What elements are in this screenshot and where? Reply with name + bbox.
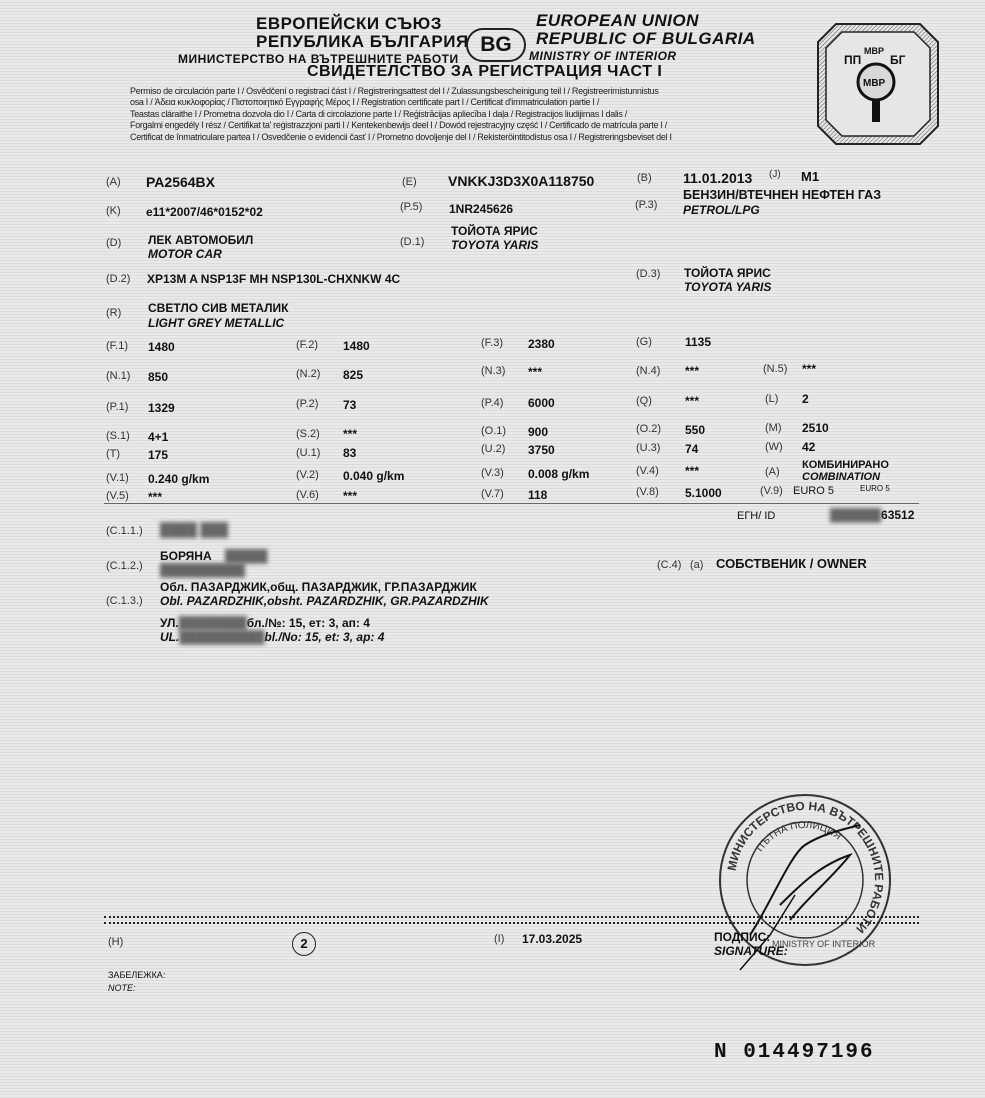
model-en: TOYOTA YARIS — [684, 280, 772, 294]
field-code: (F.3) — [481, 337, 503, 349]
logo-badge-text: МВР — [863, 78, 886, 89]
field-code: (N.1) — [106, 370, 131, 382]
owner-address-en: Obl. PAZARDZHIK,obsht. PAZARDZHIK, GR.PAZARDZHIK — [160, 594, 489, 608]
field-value: 118 — [528, 488, 548, 502]
field-value: 42 — [802, 440, 816, 454]
header-eu-bg: ЕВРОПЕЙСКИ СЪЮЗ — [256, 14, 442, 33]
logo-mid-text: МВР — [864, 46, 884, 56]
field-value: 900 — [528, 425, 549, 439]
field-value: *** — [343, 427, 358, 441]
country-code-badge: BG — [466, 28, 526, 62]
model-bg: ТОЙОТА ЯРИС — [684, 266, 771, 280]
field-value: 6000 — [528, 396, 555, 410]
combination-en: COMBINATION — [802, 471, 881, 483]
field-code: (O.1) — [481, 425, 507, 437]
field-code: (N.3) — [481, 365, 506, 377]
field-code: (C.4) — [657, 559, 682, 571]
field-code: (P.5) — [400, 201, 423, 213]
owner-street-bg-line — [160, 616, 370, 630]
field-value: *** — [802, 362, 817, 376]
street-prefix: UL. — [160, 630, 180, 644]
field-code: (L) — [765, 393, 779, 405]
permiso-line: Teastas cláraithe I / Prometna dozvola dio I / Carta di circolazione parte I / Reģistrācijas apliecība I daļa / Registracijos liudijimas I dalis / — [130, 108, 627, 119]
type-approval-number: e11*2007/46*0152*02 — [146, 205, 263, 219]
owner-street-bg: бл./№: 15, ет: 3, ап: 4 — [246, 616, 370, 630]
field-code: (A) — [106, 176, 121, 188]
header-ministry-bg: МИНИСТЕРСТВО НА ВЪТРЕШНИТЕ РАБОТИ — [178, 52, 459, 66]
field-value: *** — [685, 394, 700, 408]
redacted-block: █████ — [225, 549, 268, 563]
permiso-line: Forgalmi engedély I rész / Certifikat ta' reġistrazzjoni parti I / Kentekenbewijs deel I / Dowód rejestracyjny część I / Certificado de matrícula parte I / — [130, 120, 667, 131]
field-code: (S.2) — [296, 428, 320, 440]
stamp-inner-text: ПЪТНА ПОЛИЦИЯ — [754, 819, 844, 854]
dotted-separator — [104, 916, 919, 924]
egn-value: 63512 — [881, 508, 915, 522]
field-code: (V.5) — [106, 490, 129, 502]
field-value: 74 — [685, 442, 699, 456]
street-prefix: УЛ. — [160, 616, 179, 630]
field-code: (H) — [108, 936, 124, 948]
egn-label: ЕГН/ ID — [737, 510, 776, 522]
field-code: (O.2) — [636, 423, 662, 435]
fuel-type-en: PETROL/LPG — [683, 203, 760, 217]
owner-address-bg: Обл. ПАЗАРДЖИК,общ. ПАЗАРДЖИК, ГР.ПАЗАРДЖИК — [160, 580, 477, 594]
certificate-title: СВИДЕТЕЛСТВО ЗА РЕГИСТРАЦИЯ ЧАСТ I — [307, 63, 663, 80]
field-value: 2380 — [528, 337, 555, 351]
field-value: *** — [685, 364, 700, 378]
header-ministry-en: MINISTRY OF INTERIOR — [529, 49, 677, 63]
field-value: EURO 5 — [793, 485, 834, 497]
header-eu-en: EUROPEAN UNION — [536, 11, 699, 30]
field-code: (P.2) — [296, 398, 319, 410]
field-value: *** — [528, 365, 543, 379]
field-value: 3750 — [528, 443, 555, 457]
owner-first-name: БОРЯНА — [160, 549, 212, 563]
field-code: (S.1) — [106, 430, 130, 442]
stamp-bottom-text: MINISTRY OF INTERIOR — [772, 939, 876, 949]
make-en: TOYOTA YARIS — [451, 238, 539, 252]
combination-bg: КОМБИНИРАНО — [802, 459, 889, 471]
owner-street-en-line — [160, 630, 384, 644]
field-code: (V.8) — [636, 486, 659, 498]
field-value: 175 — [148, 448, 169, 462]
field-code: (C.1.3.) — [106, 595, 143, 607]
field-code: (V.6) — [296, 489, 319, 501]
stamp-outer-text: МИНИСТЕРСТВО НА ВЪТРЕШНИТЕ РАБОТИ — [724, 798, 887, 936]
field-code: (V.1) — [106, 472, 129, 484]
field-code: (A) — [765, 466, 780, 478]
field-code: (P.3) — [635, 199, 658, 211]
field-code: (V.9) — [760, 485, 783, 497]
field-code: (Q) — [636, 395, 652, 407]
field-code: (J) — [769, 169, 781, 180]
permiso-line: Certificat de înmatriculare partea I / Osvedčenie o evidencii časť I / Prometno dovoljenje del I / Rekisteröintitodistus osa I / Registreringsbeviset del I — [130, 131, 672, 142]
make-bg: ТОЙОТА ЯРИС — [451, 224, 538, 238]
fuel-type-bg: БЕНЗИН/ВТЕЧНЕН НЕФТЕН ГАЗ — [683, 188, 882, 202]
field-value: 825 — [343, 368, 364, 382]
field-code: (D.2) — [106, 273, 131, 285]
field-value: 2 — [802, 392, 809, 406]
engine-number: 1NR245626 — [449, 202, 514, 216]
color-bg: СВЕТЛО СИВ МЕТАЛИК — [148, 301, 289, 315]
field-code: (C.1.1.) — [106, 525, 143, 537]
header-republic-en: REPUBLIC OF BULGARIA — [536, 29, 756, 48]
field-code: (U.3) — [636, 442, 661, 454]
field-code: (P.4) — [481, 397, 504, 409]
field-value: 0.240 g/km — [148, 472, 210, 486]
field-value: *** — [148, 490, 163, 504]
field-code: (I) — [494, 933, 505, 945]
field-value: 2510 — [802, 421, 829, 435]
field-value: 73 — [343, 398, 357, 412]
field-value: 550 — [685, 423, 706, 437]
vehicle-type-variant: XP13M A NSP13F MH NSP130L-CHXNKW 4C — [147, 272, 401, 286]
mvr-logo-icon — [816, 22, 940, 146]
field-code: (P.1) — [106, 401, 129, 413]
field-code: (N.2) — [296, 368, 321, 380]
permiso-line: osa I / Άδεια κυκλοφορίας / Πιστοποιητικό Εγγραφής Μέρος I / Registration certificate part I / Certificat d'immatriculation partie I / — [130, 97, 600, 108]
field-code: (R) — [106, 307, 122, 319]
owner-street-en: bl./No: 15, et: 3, ap: 4 — [264, 630, 385, 644]
field-value: 0.040 g/km — [343, 469, 405, 483]
euro-small: EURO 5 — [860, 484, 890, 493]
vehicle-category: M1 — [801, 169, 820, 184]
field-code: (G) — [636, 336, 652, 348]
registration-number: PA2564BX — [146, 174, 216, 190]
note-label-bg: ЗАБЕЛЕЖКА: — [108, 970, 166, 980]
field-value: 1135 — [685, 335, 712, 349]
multilingual-title-block — [130, 86, 770, 143]
field-value: *** — [343, 489, 358, 503]
field-value: 850 — [148, 370, 169, 384]
field-value: 1480 — [148, 340, 175, 354]
field-value: 1329 — [148, 401, 175, 415]
redacted-name: ████ ███ — [160, 522, 229, 537]
redacted-block: ██████████ — [160, 563, 246, 577]
owner-status: СОБСТВЕНИК / OWNER — [716, 556, 867, 571]
egn-field — [830, 508, 914, 522]
field-code: (E) — [402, 176, 417, 188]
field-value: 5.1000 — [685, 486, 722, 500]
header-republic-bg: РЕПУБЛИКА БЪЛГАРИЯ — [256, 32, 469, 51]
field-code: (F.1) — [106, 340, 128, 352]
field-code: (N.5) — [763, 363, 788, 375]
field-code: (C.1.2.) — [106, 560, 143, 572]
field-code: (U.1) — [296, 447, 321, 459]
field-code: (V.3) — [481, 467, 504, 479]
field-code: (W) — [765, 441, 783, 453]
signature-label-bg: ПОДПИС: — [714, 930, 771, 944]
field-code: (N.4) — [636, 365, 661, 377]
redacted-block: ██████ — [830, 508, 882, 522]
field-code: (D.1) — [400, 236, 425, 248]
vehicle-kind-bg: ЛЕК АВТОМОБИЛ — [148, 233, 254, 247]
first-registration-date: 11.01.2013 — [683, 170, 753, 186]
field-code: (T) — [106, 448, 121, 460]
field-value: *** — [685, 464, 700, 478]
permiso-line: Permiso de circulación parte I / Osvědčení o registraci část I / Registreringsattest del I / Zulassungsbescheinigung teil I / Registreerimistunnistus — [130, 86, 659, 96]
logo-left-text: ПП — [844, 53, 862, 67]
vin-number: VNKKJ3D3X0A118750 — [448, 173, 595, 189]
field-code: (U.2) — [481, 443, 506, 455]
field-value: 1480 — [343, 339, 370, 353]
field-value: 83 — [343, 446, 357, 460]
field-code: (a) — [690, 559, 704, 571]
redacted-block: ████████ — [178, 616, 247, 630]
color-en: LIGHT GREY METALLIC — [148, 316, 285, 330]
field-code: (V.7) — [481, 488, 504, 500]
redacted-block: ██████████ — [179, 630, 265, 644]
field-code: (D) — [106, 237, 122, 249]
field-value: 0.008 g/km — [528, 467, 590, 481]
field-code: (V.2) — [296, 469, 319, 481]
part-number-circle: 2 — [292, 932, 316, 956]
serial-number: N 014497196 — [714, 1041, 875, 1064]
certificate-issue-date: 17.03.2025 — [522, 932, 583, 946]
field-code: (V.4) — [636, 465, 659, 477]
vehicle-kind-en: MOTOR CAR — [148, 247, 222, 261]
field-code: (K) — [106, 205, 121, 217]
field-code: (D.3) — [636, 268, 661, 280]
field-value: 4+1 — [148, 430, 169, 444]
field-code: (F.2) — [296, 339, 318, 351]
note-label-en: NOTE: — [108, 983, 136, 993]
signature-label-en: SIGNATURE: — [714, 944, 788, 958]
logo-right-text: БГ — [890, 53, 906, 67]
field-code: (M) — [765, 422, 782, 434]
divider — [104, 503, 919, 504]
field-code: (B) — [637, 172, 652, 184]
